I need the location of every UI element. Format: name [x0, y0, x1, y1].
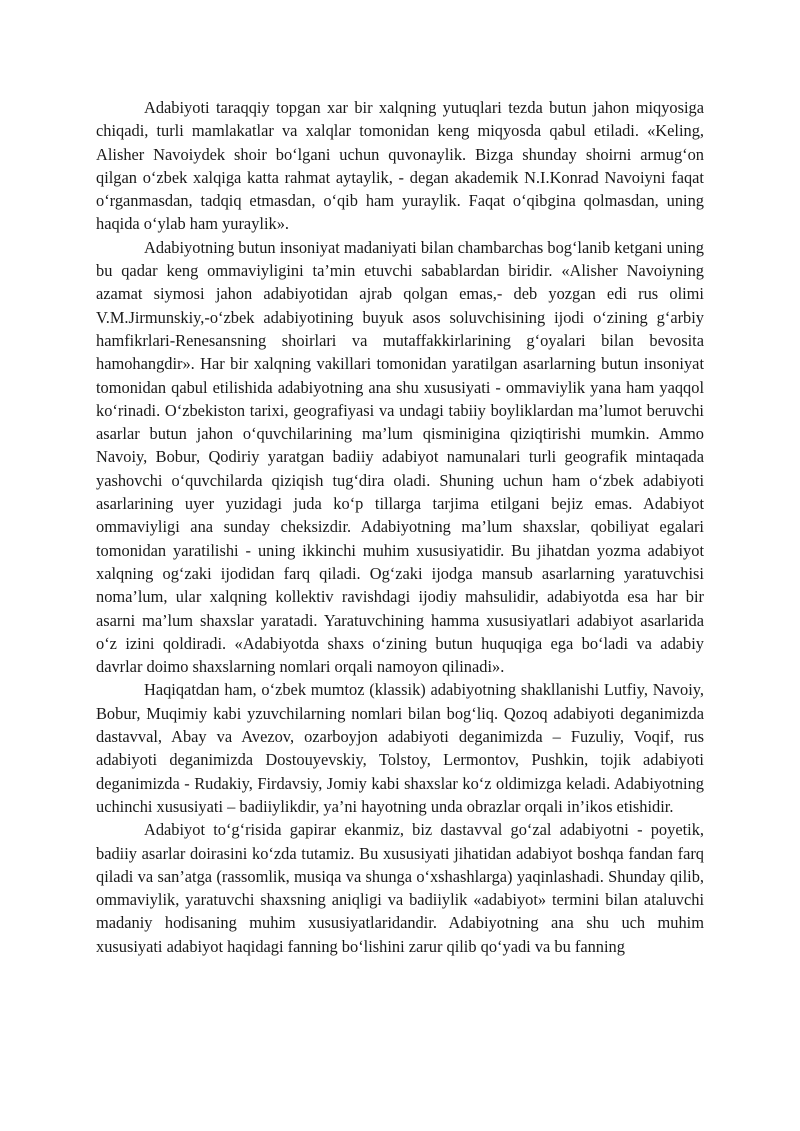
paragraph-3: Haqiqatdan ham, o‘zbek mumtoz (klassik) adabiyotning shakllanishi Lutfiy, Navoiy, Bobur, Muqimiy kabi yzuvchilarning nomlari bilan bog‘liq. Qozoq adabiyoti deganimizda dastavval, Abay va Avezov, ozarboyjon adabiyoti deganimizda – Fuzuliy, Voqif, rus adabiyoti deganimizda Dostouyevskiy, Tolstoy, Lermontov, Pushkin, tojik adabiyoti deganimizda - Rudakiy, Firdavsiy, Jomiy kabi shaxslar ko‘z oldimizga keladi. Adabiyotning uchinchi xususiyati – badiiylikdir, ya’ni hayotning unda obrazlar orqali in’ikos etishidir.: [96, 680, 704, 816]
paragraph-1: Adabiyoti taraqqiy topgan xar bir xalqning yutuqlari tezda butun jahon miqyosiga chiqadi, turli mamlakatlar va xalqlar tomonidan keng miqyosda qabul etiladi. «Keling, Alisher Navoiydek shoir bo‘lgani uchun quvonaylik. Bizga shunday shoirni armug‘on qilgan o‘zbek xalqiga katta rahmat aytaylik, - degan akademik N.I.Konrad Navoiyni faqat o‘rganmasdan, tadqiq etmasdan, o‘qib ham yuraylik. Faqat o‘qibgina qolmasdan, uning haqida o‘ylab ham yuraylik».: [96, 98, 704, 234]
paragraph-4: Adabiyot to‘g‘risida gapirar ekanmiz, biz dastavval go‘zal adabiyotni - poyetik, badiiy asarlar doirasini ko‘zda tutamiz. Bu xususiyati jihatidan adabiyot boshqa fandan farq qiladi va san’atga (rassomlik, musiqa va shunga o‘xshashlarga) yaqinlashadi. Shunday qilib, ommaviylik, yaratuvchi shaxsning aniqligi va badiiylik «adabiyot» termini bilan ataluvchi madaniy hodisaning muhim xususiyatlaridandir. Adabiyotning ana shu uch muhim xususiyati adabiyot haqidagi fanning bo‘lishini zarur qilib qo‘yadi va bu fanning: [96, 820, 704, 956]
paragraph-2: Adabiyotning butun insoniyat madaniyati bilan chambarchas bog‘lanib ketgani uning bu qadar keng ommaviyligini ta’min etuvchi sabablardan biridir. «Alisher Navoiyning azamat siymosi jahon adabiyotidan ajrab qolgan emas,- deb yozgan edi rus olimi V.M.Jirmunskiy,-o‘zbek adabiyotining buyuk asos soluvchisining ijodi o‘zining g‘arbiy hamfikrlari-Renesansning shoirlari va mutaffakkirlarining g‘oyalari bilan bevosita hamohangdir». Har bir xalqning vakillari tomonidan yaratilgan asarlarning butun insoniyat tomonidan qabul etilishida adabiyotning ana shu xususiyati - ommaviylik yana ham yaqqol ko‘rinadi. O‘zbekiston tarixi, geografiyasi va undagi tabiiy boyliklardan ma’lumot beruvchi asarlar butun jahon o‘quvchilarining ma’lum qisminigina qiziqtirishi mumkin. Ammo Navoiy, Bobur, Qodiriy yaratgan badiiy adabiyot namunalari turli geografik mintaqada yashovchi o‘quvchilarda qiziqish tug‘dira oladi. Shuning uchun ham o‘zbek adabiyoti asarlarining uyer yuzidagi juda ko‘p tillarga tarjima etilgani bejiz emas. Adabiyot ommaviyligi ana sunday cheksizdir. Adabiyotning ma’lum shaxslar, qobiliyat egalari tomonidan yaratilishi - uning ikkinchi muhim xususiyatidir. Bu jihatdan yozma adabiyot xalqning og‘zaki ijodidan farq qiladi. Og‘zaki ijodga mansub asarlarning yaratuvchisi noma’lum, ular xalqning kollektiv ravishdagi ijodiy mahsulidir, adabiyotda esa har bir asarni ma’lum shaxslar yaratadi. Yaratuvchining hamma xususiyatlari adabiyot asarlarida o‘z izini qoldiradi. «Adabiyotda shaxs o‘zining butun huquqiga ega bo‘ladi va adabiy davrlar doimo shaxslarning nomlari orqali namoyon qilinadi».: [96, 237, 704, 677]
document-page: [96, 96, 704, 958]
